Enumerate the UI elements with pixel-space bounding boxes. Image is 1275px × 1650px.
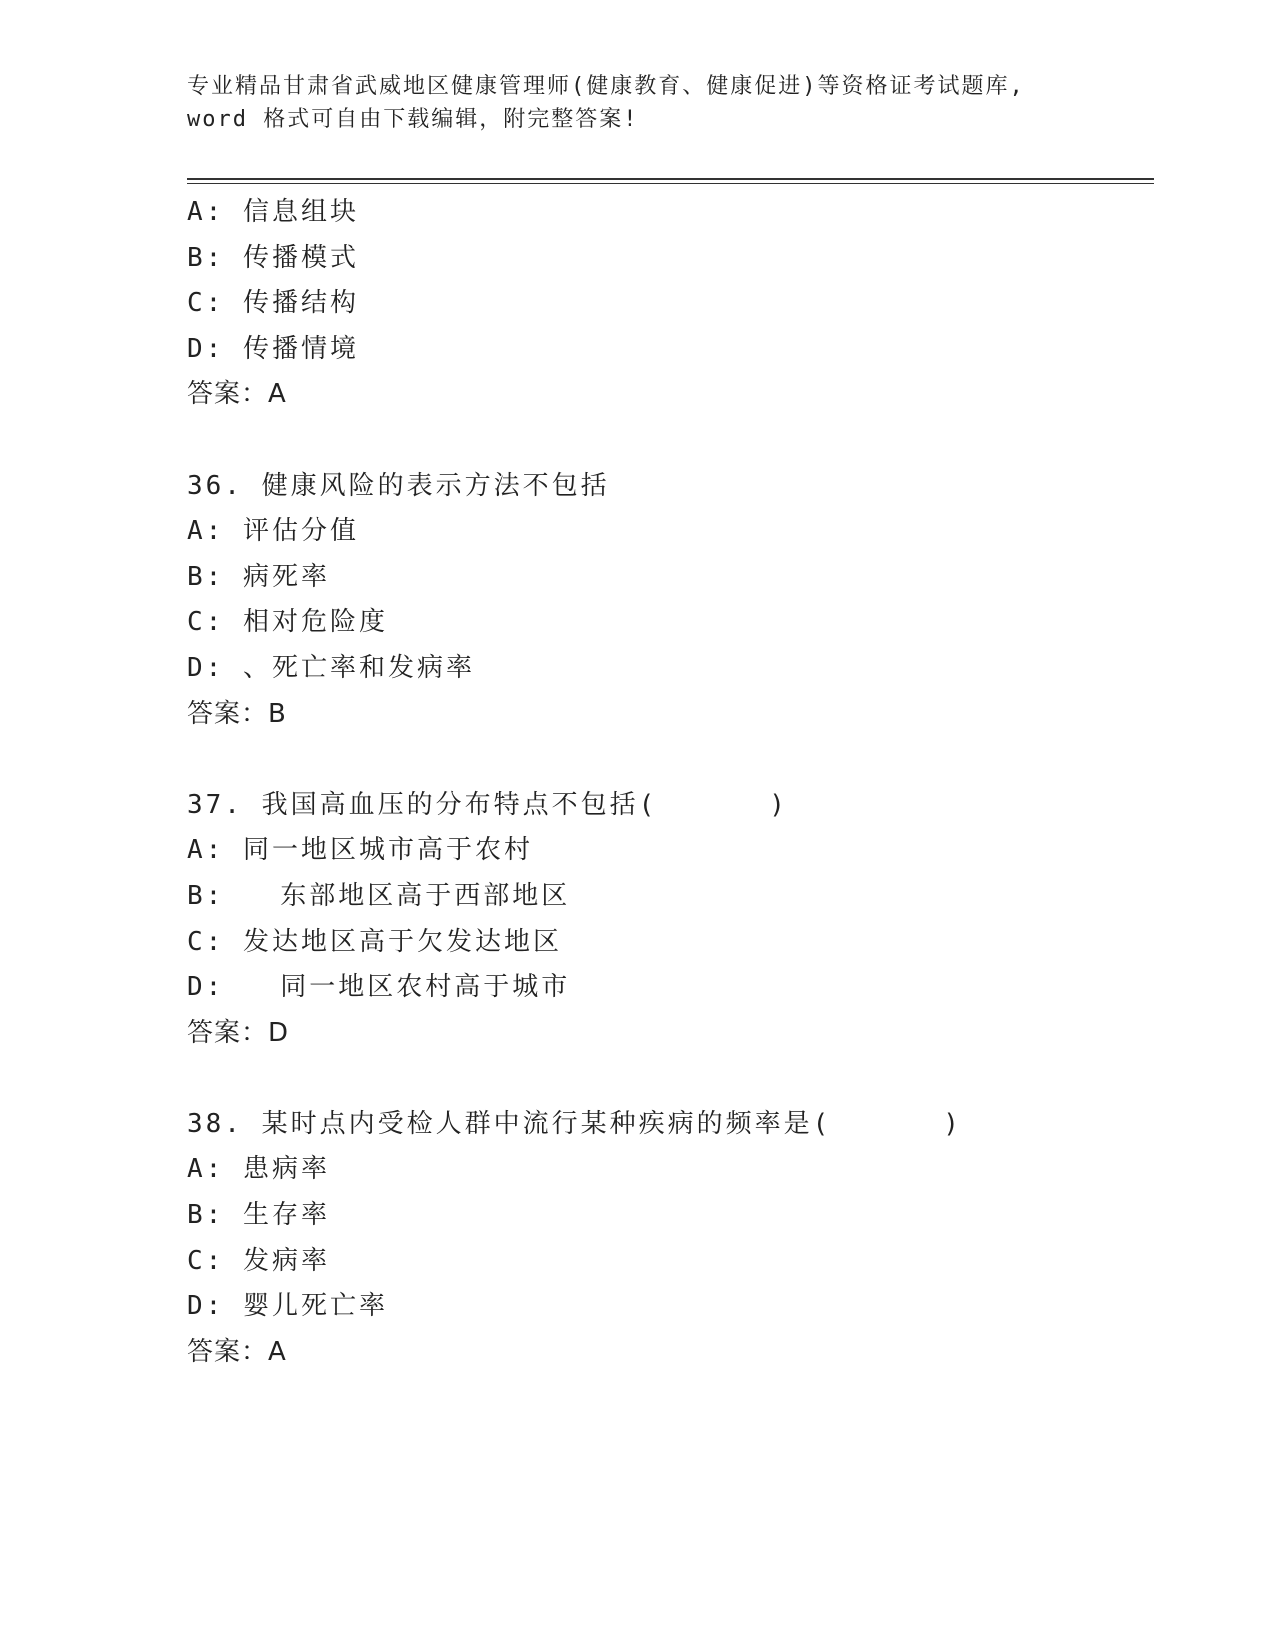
question-stem	[187, 464, 1147, 510]
question-list	[187, 190, 1147, 1375]
header-line-2: word 格式可自由下载编辑，附完整答案!	[187, 107, 639, 132]
answer-line: 答案：D	[187, 1017, 290, 1048]
answer-line: 答案：B	[187, 698, 287, 729]
option-c: C: 传播结构	[187, 288, 359, 319]
option-a: A: 评估分值	[187, 516, 359, 547]
header-divider-thin	[187, 183, 1154, 184]
question-text: 我国高血压的分布特点不包括( )	[261, 789, 788, 820]
question-number: 36.	[187, 470, 243, 501]
option-c: C: 发达地区高于欠发达地区	[187, 926, 562, 957]
option-a: A: 同一地区城市高于农村	[187, 835, 533, 866]
option-c: C: 发病率	[187, 1245, 330, 1276]
option-d: D: 传播情境	[187, 333, 359, 364]
question-text: 健康风险的表示方法不包括	[261, 470, 610, 501]
answer-line: 答案：A	[187, 1336, 287, 1367]
option-d: D: 同一地区农村高于城市	[187, 972, 571, 1003]
option-b: B: 病死率	[187, 561, 330, 592]
option-d: D: 婴儿死亡率	[187, 1291, 388, 1322]
question-number: 38.	[187, 1108, 243, 1139]
question-block	[187, 1102, 1147, 1376]
option-a: A: 信息组块	[187, 197, 359, 227]
header-line-1: 专业精品甘肃省武威地区健康管理师(健康教育、健康促进)等资格证考试题库,	[187, 74, 1025, 99]
document-header	[187, 70, 1087, 136]
question-block	[187, 464, 1147, 738]
answer-line: 答案：A	[187, 379, 287, 410]
option-b: B: 传播模式	[187, 242, 359, 273]
option-a: A: 患病率	[187, 1154, 330, 1185]
question-stem	[187, 783, 1147, 829]
option-d: D: 、死亡率和发病率	[187, 652, 475, 683]
prev-question-block	[187, 190, 1147, 418]
question-block	[187, 783, 1147, 1057]
option-b: B: 生存率	[187, 1200, 330, 1231]
option-c: C: 相对危险度	[187, 607, 388, 638]
question-text: 某时点内受检人群中流行某种疾病的频率是( )	[261, 1108, 962, 1139]
header-divider	[187, 178, 1154, 180]
question-stem	[187, 1102, 1147, 1148]
option-b: B: 东部地区高于西部地区	[187, 880, 571, 911]
question-number: 37.	[187, 789, 243, 820]
